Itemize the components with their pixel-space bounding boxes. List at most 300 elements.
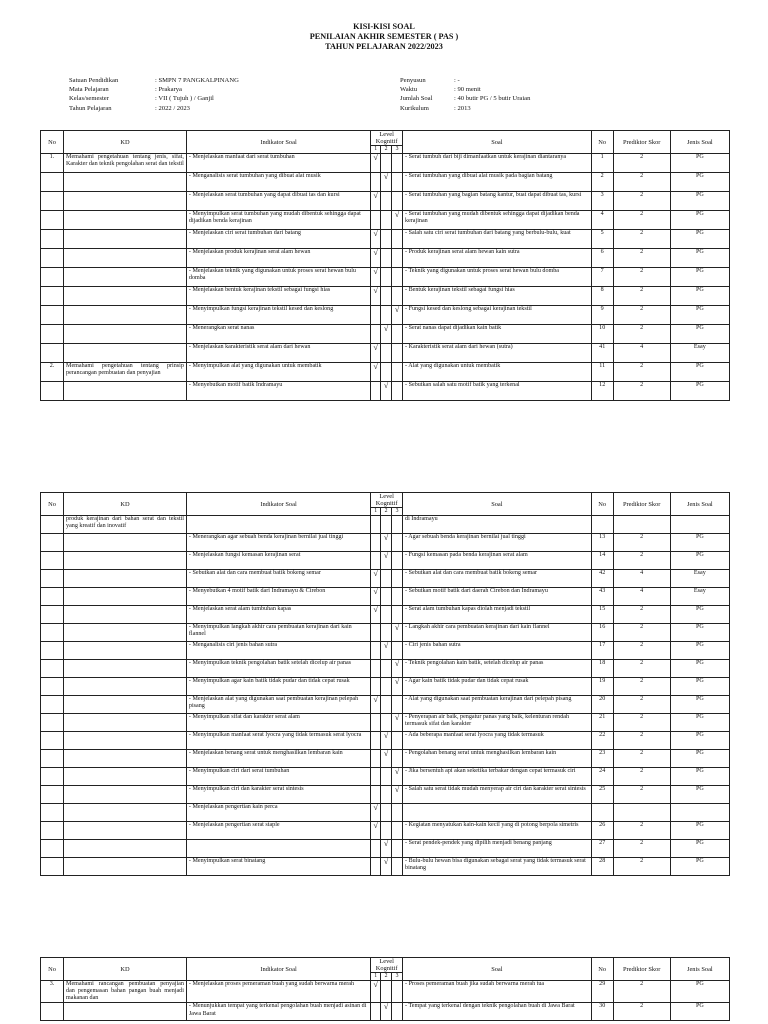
level-3-cell xyxy=(392,768,403,786)
level-1-cell xyxy=(371,750,381,768)
level-2-cell xyxy=(381,363,392,382)
prediktor-skor: 2 xyxy=(613,822,670,840)
level-3-cell xyxy=(392,804,403,822)
soal-text: Sebutkan salah satu motif batik yang terkenal xyxy=(408,382,520,389)
level-1-cell xyxy=(371,363,381,382)
soal-text: Ada beberapa manfaat serat lyocra yang tidak termasuk xyxy=(408,732,544,739)
table-row xyxy=(41,981,730,1003)
level-1-cell xyxy=(371,822,381,840)
meta-label: Satuan Pendidikan xyxy=(69,77,119,84)
row-number xyxy=(41,534,64,552)
kompetensi-dasar: Memahami pengetahuan tentang jenis, sifat, Karakter dan teknik pengolahan serat dan tekstil xyxy=(64,154,187,173)
jenis-soal: PG xyxy=(670,363,729,382)
level-3-cell xyxy=(392,822,403,840)
table-row xyxy=(41,516,730,534)
level-2-cell xyxy=(381,768,392,786)
table-row xyxy=(41,325,730,344)
level-1-cell xyxy=(371,552,381,570)
indikator-text: Menjelaskan pengertian kain perca xyxy=(192,804,278,811)
indikator-text: Menyebutkan motif batik Indramayu xyxy=(192,382,283,389)
level-2-cell xyxy=(381,732,392,750)
jenis-soal: PG xyxy=(670,678,729,696)
check-mark: √ xyxy=(383,857,389,867)
col-level-header: Level Kognitif xyxy=(371,493,403,508)
soal-text: Fungsi kemasan pada benda kerajinan serat alam xyxy=(408,552,528,559)
indikator-cell: - Menyimpulkan alat yang digunakan untuk membatik xyxy=(186,363,370,382)
soal-text: Ciri jenis bahan sutra xyxy=(408,642,461,649)
indikator-cell: - Menyimpulkan serat binatang xyxy=(186,858,370,876)
indikator-cell: - Menyimpulkan fungsi kerajinan tekstil kesed dan keslong xyxy=(186,306,370,325)
kisi-table xyxy=(40,492,730,876)
kompetensi-dasar: produk kerajinan dari bahan serat dan tekstil yang kreatif dan inovatif xyxy=(64,516,187,534)
prediktor-skor: 2 xyxy=(613,642,670,660)
kompetensi-dasar xyxy=(64,696,187,714)
prediktor-skor: 2 xyxy=(613,154,670,173)
jenis-soal: PG xyxy=(670,382,729,401)
level-3-header: 3 xyxy=(392,508,403,516)
indikator-cell: - Menyimpulkan agar kain batik tidak pudar dan tidak cepat rusak xyxy=(186,678,370,696)
level-1-cell xyxy=(371,230,381,249)
col-no-soal-header: No xyxy=(591,131,613,154)
level-2-cell xyxy=(381,750,392,768)
soal-text: Serat tumbuhan yang dibuat alat musik pada bagian batang xyxy=(408,173,553,180)
indikator-cell xyxy=(186,516,370,534)
col-no-soal-header: No xyxy=(591,958,613,981)
meta-right xyxy=(400,76,530,113)
table-row xyxy=(41,173,730,192)
indikator-text: Menjelaskan produk kerajinan serat alam hewan xyxy=(192,249,311,256)
indikator-text: Menjelaskan serat tumbuhan yang dapat dibuat tas dan kursi xyxy=(192,192,340,199)
indikator-text: Menjelaskan serat alam tumbuhan kapas xyxy=(192,606,292,613)
kompetensi-dasar xyxy=(64,732,187,750)
level-2-cell xyxy=(381,660,392,678)
row-number xyxy=(41,732,64,750)
soal-text: Sebutkan alat dan cara membuat batik bokeng semar xyxy=(408,570,538,577)
row-number xyxy=(41,552,64,570)
jenis-soal: PG xyxy=(670,660,729,678)
check-mark: √ xyxy=(394,210,400,220)
level-2-cell xyxy=(381,696,392,714)
table-row xyxy=(41,732,730,750)
prediktor-skor: 4 xyxy=(613,570,670,588)
soal-number: 9 xyxy=(591,306,613,325)
prediktor-skor: 2 xyxy=(613,287,670,306)
col-kd-header: KD xyxy=(64,131,187,154)
soal-cell: - Fungsi kemasan pada benda kerajinan serat alam xyxy=(403,552,592,570)
kompetensi-dasar xyxy=(64,804,187,822)
soal-text: Serat tumbuhan yang bagian batang kantur, buat dapat dibuat tas, kursi xyxy=(408,192,582,199)
col-indikator-header: Indikator Soal xyxy=(186,958,370,981)
level-2-cell xyxy=(381,1003,392,1021)
indikator-text: Menyimpulkan langkah akhir cara pembuatan kerajinan dari kain flannel xyxy=(188,624,352,638)
level-2-cell xyxy=(381,981,392,1003)
kompetensi-dasar xyxy=(64,606,187,624)
indikator-cell: - Menjelaskan pengertian serat staple xyxy=(186,822,370,840)
indikator-text: Menjelaskan pengertian serat staple xyxy=(192,822,280,829)
jenis-soal: PG xyxy=(670,1003,729,1021)
level-2-cell xyxy=(381,382,392,401)
kompetensi-dasar xyxy=(64,642,187,660)
level-1-cell xyxy=(371,154,381,173)
level-2-cell xyxy=(381,642,392,660)
row-number: 2. xyxy=(41,363,64,382)
jenis-soal: PG xyxy=(670,552,729,570)
col-jenis-header: Jenis Soal xyxy=(670,958,729,981)
level-3-cell xyxy=(392,840,403,858)
document-subtitle: PENILAIAN AKHIR SEMESTER ( PAS ) xyxy=(309,32,459,41)
indikator-text: Menyimpulkan sifat dan karakter serat alam xyxy=(192,714,300,721)
level-2-cell xyxy=(381,192,392,211)
col-indikator-header: Indikator Soal xyxy=(186,493,370,516)
table-body xyxy=(41,981,730,1021)
kompetensi-dasar xyxy=(64,786,187,804)
jenis-soal: PG xyxy=(670,534,729,552)
soal-cell: - Fungsi kesed dan keslong sebagai kerajinan tekstil xyxy=(403,306,592,325)
meta-label: Tahun Pelajaran xyxy=(69,104,112,112)
col-jenis-header: Jenis Soal xyxy=(670,493,729,516)
jenis-soal: PG xyxy=(670,732,729,750)
level-3-cell xyxy=(392,173,403,192)
soal-cell: - Sebutkan salah satu motif batik yang terkenal xyxy=(403,382,592,401)
level-1-cell xyxy=(371,786,381,804)
prediktor-skor: 2 xyxy=(613,678,670,696)
col-skor-header: Prediktor Skor xyxy=(613,958,670,981)
indikator-cell: - Menjelaskan ciri serat tumbuhan dari batang xyxy=(186,230,370,249)
prediktor-skor: 2 xyxy=(613,660,670,678)
soal-number: 14 xyxy=(591,552,613,570)
row-number xyxy=(41,1003,64,1021)
level-2-cell xyxy=(381,606,392,624)
level-2-cell xyxy=(381,516,392,534)
jenis-soal: PG xyxy=(670,287,729,306)
level-1-cell xyxy=(371,804,381,822)
table-header xyxy=(41,131,730,154)
check-mark: √ xyxy=(373,605,378,615)
level-2-cell xyxy=(381,154,392,173)
level-3-cell xyxy=(392,858,403,876)
jenis-soal: PG xyxy=(670,211,729,230)
indikator-cell: - Menyebutkan motif batik Indramayu xyxy=(186,382,370,401)
jenis-soal: PG xyxy=(670,840,729,858)
prediktor-skor: 2 xyxy=(613,249,670,268)
soal-cell: - Ada beberapa manfaat serat lyocra yang tidak termasuk xyxy=(403,732,592,750)
level-1-cell xyxy=(371,192,381,211)
prediktor-skor: 2 xyxy=(613,858,670,876)
indikator-text: Menyimpulkan serat tumbuhan yang mudah dibentuk sehingga dapat dijadikan benda kerajinan xyxy=(188,211,361,225)
col-level-header: Level Kognitif xyxy=(371,131,403,146)
check-mark: √ xyxy=(373,821,378,831)
soal-cell: - Penyerapan air baik, pengatur panas yang baik, kelenturan rendah termasuk sifat dan karakter xyxy=(403,714,592,732)
level-1-cell xyxy=(371,1003,381,1021)
indikator-text: Menjelaskan fungsi kemasan kerajinan serat xyxy=(192,552,301,559)
level-1-cell xyxy=(371,306,381,325)
jenis-soal: Esay xyxy=(670,570,729,588)
level-2-cell xyxy=(381,804,392,822)
table-row xyxy=(41,714,730,732)
col-kd-header: KD xyxy=(64,958,187,981)
col-no-header: No xyxy=(41,958,64,981)
col-skor-header: Prediktor Skor xyxy=(613,493,670,516)
level-1-cell xyxy=(371,642,381,660)
check-mark: √ xyxy=(373,267,378,277)
level-1-cell xyxy=(371,678,381,696)
row-number xyxy=(41,696,64,714)
soal-text: Kegiatan menyatukan kain-kain kecil yang di potong berpola simetris xyxy=(408,822,579,829)
level-1-cell xyxy=(371,732,381,750)
level-2-cell xyxy=(381,325,392,344)
level-3-cell xyxy=(392,606,403,624)
check-mark: √ xyxy=(394,677,400,687)
meta-value: : 90 menit xyxy=(454,86,481,94)
level-3-cell xyxy=(392,642,403,660)
soal-number: 27 xyxy=(591,840,613,858)
document-title: KISI-KISI SOAL xyxy=(353,22,415,31)
meta-label: Kurikulum xyxy=(400,104,429,112)
soal-text: Alat yang digunakan saat pembuatan kerajinan dari pelepah pisang xyxy=(408,696,572,703)
soal-cell: - Bulu-bulu hewan bisa digunakan sebagai serat yang tidak termasuk serat binatang xyxy=(403,858,592,876)
level-2-header: 2 xyxy=(381,508,392,516)
jenis-soal: PG xyxy=(670,192,729,211)
level-1-cell xyxy=(371,325,381,344)
soal-number xyxy=(591,804,613,822)
check-mark: √ xyxy=(383,641,389,651)
table-row xyxy=(41,804,730,822)
soal-text: Langkah akhir cara pembuatan kerajinan dari kain flannel xyxy=(408,624,550,631)
check-mark: √ xyxy=(394,713,400,723)
soal-number: 1 xyxy=(591,154,613,173)
table-body xyxy=(41,516,730,876)
indikator-cell: - Menjelaskan produk kerajinan serat alam hewan xyxy=(186,249,370,268)
kompetensi-dasar xyxy=(64,750,187,768)
prediktor-skor: 2 xyxy=(613,696,670,714)
indikator-cell: - Menjelaskan benang serat untuk menghasilkan lembaran kain xyxy=(186,750,370,768)
meta-left xyxy=(69,76,239,113)
check-mark: √ xyxy=(373,695,378,705)
level-2-cell xyxy=(381,287,392,306)
level-3-cell xyxy=(392,660,403,678)
soal-number: 6 xyxy=(591,249,613,268)
level-3-cell xyxy=(392,230,403,249)
kompetensi-dasar xyxy=(64,249,187,268)
soal-number: 42 xyxy=(591,570,613,588)
check-mark: √ xyxy=(394,785,400,795)
table-section-2 xyxy=(40,492,730,888)
soal-text: Bulu-bulu hewan bisa digunakan sebagai serat yang tidak termasuk serat binatang xyxy=(405,858,586,872)
soal-cell: - Serat nanas dapat dijadikan kain batik xyxy=(403,325,592,344)
soal-cell: - Serat alam tumbuhan kapas diolah menjadi tekstil xyxy=(403,606,592,624)
soal-text: Proses pemeraman buah jika sudah berwarna merah tua xyxy=(408,981,545,988)
table-header xyxy=(41,958,730,981)
indikator-text: Menganalisis serat tumbuhan yang dibuat alat musik xyxy=(192,173,321,180)
level-1-cell xyxy=(371,696,381,714)
soal-number: 22 xyxy=(591,732,613,750)
kompetensi-dasar xyxy=(64,306,187,325)
kompetensi-dasar: Memahami pengetahuan tentang prinsip perancangan pembuatan dan penyajian xyxy=(64,363,187,382)
table-row xyxy=(41,588,730,606)
indikator-text: Sebutkan alat dan cara membuat batik bokeng semar xyxy=(192,570,321,577)
check-mark: √ xyxy=(383,749,389,759)
table-row xyxy=(41,230,730,249)
kompetensi-dasar xyxy=(64,714,187,732)
row-number xyxy=(41,840,64,858)
jenis-soal: Esay xyxy=(670,588,729,606)
table-row xyxy=(41,696,730,714)
table-section-3 xyxy=(40,957,730,1024)
level-3-cell xyxy=(392,249,403,268)
indikator-cell: - Menjelaskan serat alam tumbuhan kapas xyxy=(186,606,370,624)
soal-number: 41 xyxy=(591,344,613,363)
soal-cell: - Langkah akhir cara pembuatan kerajinan dari kain flannel xyxy=(403,624,592,642)
soal-number: 11 xyxy=(591,363,613,382)
indikator-cell: - Menganalisis ciri jenis bahan sutra xyxy=(186,642,370,660)
prediktor-skor: 2 xyxy=(613,173,670,192)
soal-number: 29 xyxy=(591,981,613,1003)
table-row xyxy=(41,552,730,570)
soal-number: 3 xyxy=(591,192,613,211)
row-number xyxy=(41,660,64,678)
prediktor-skor: 2 xyxy=(613,192,670,211)
col-no-soal-header: No xyxy=(591,493,613,516)
meta-value: : SMPN 7 PANGKALPINANG xyxy=(155,77,239,84)
soal-text: Sebutkan motif batik dari daerah Cirebon dan Indramayu xyxy=(408,588,548,595)
kompetensi-dasar xyxy=(64,678,187,696)
indikator-cell: - Menunjukkan tempat yang terkenal pengolahan buah menjadi asinan di Jawa Barat xyxy=(186,1003,370,1021)
kompetensi-dasar xyxy=(64,624,187,642)
row-number xyxy=(41,382,64,401)
prediktor-skor: 2 xyxy=(613,840,670,858)
jenis-soal: PG xyxy=(670,642,729,660)
col-soal-header: Soal xyxy=(403,131,592,154)
indikator-cell: - Menjelaskan pengertian kain perca xyxy=(186,804,370,822)
kompetensi-dasar xyxy=(64,382,187,401)
level-3-cell xyxy=(392,211,403,230)
level-3-cell xyxy=(392,552,403,570)
col-jenis-header: Jenis Soal xyxy=(670,131,729,154)
prediktor-skor: 2 xyxy=(613,306,670,325)
check-mark: √ xyxy=(394,623,400,633)
soal-cell: - Teknik yang digunakan untuk proses serat hewan bulu domba xyxy=(403,268,592,287)
col-soal-header: Soal xyxy=(403,958,592,981)
row-number xyxy=(41,325,64,344)
soal-number: 43 xyxy=(591,588,613,606)
indikator-cell: - Menyimpulkan teknik pengolahan batik setelah dicelup air panas xyxy=(186,660,370,678)
soal-number: 7 xyxy=(591,268,613,287)
indikator-cell: - Menganalisis serat tumbuhan yang dibuat alat musik xyxy=(186,173,370,192)
document-header xyxy=(0,22,768,52)
soal-number: 8 xyxy=(591,287,613,306)
kompetensi-dasar xyxy=(64,822,187,840)
jenis-soal xyxy=(670,804,729,822)
row-number xyxy=(41,858,64,876)
table-row xyxy=(41,750,730,768)
level-3-cell xyxy=(392,714,403,732)
soal-number: 21 xyxy=(591,714,613,732)
prediktor-skor: 2 xyxy=(613,1003,670,1021)
table-section-1 xyxy=(40,130,730,423)
level-3-cell xyxy=(392,678,403,696)
prediktor-skor: 2 xyxy=(613,268,670,287)
level-3-cell xyxy=(392,363,403,382)
row-number xyxy=(41,192,64,211)
check-mark: √ xyxy=(383,1002,389,1012)
indikator-cell: - Menjelaskan proses pemeraman buah yang sudah berwarna merah xyxy=(186,981,370,1003)
level-3-cell xyxy=(392,570,403,588)
row-number xyxy=(41,678,64,696)
table-row xyxy=(41,822,730,840)
level-2-header: 2 xyxy=(381,973,392,981)
check-mark: √ xyxy=(373,191,378,201)
level-1-header: 1 xyxy=(371,508,381,516)
level-3-cell xyxy=(392,154,403,173)
level-2-cell xyxy=(381,268,392,287)
table-row xyxy=(41,306,730,325)
soal-cell: - Jika bersentuh api akan seketika terbakar dengan cepat termasuk ciri xyxy=(403,768,592,786)
soal-text: Serat nanas dapat dijadikan kain batik xyxy=(408,325,502,332)
level-2-cell xyxy=(381,211,392,230)
prediktor-skor xyxy=(613,516,670,534)
level-3-cell xyxy=(392,588,403,606)
kompetensi-dasar xyxy=(64,570,187,588)
indikator-cell: - Menjelaskan alat yang digunakan saat pembuatan kerajinan pelepah pisang xyxy=(186,696,370,714)
indikator-cell: - Menyebutkan 4 motif batik dari Indramayu & Cirebon xyxy=(186,588,370,606)
prediktor-skor: 2 xyxy=(613,981,670,1003)
kompetensi-dasar xyxy=(64,192,187,211)
level-1-cell xyxy=(371,768,381,786)
level-2-cell xyxy=(381,714,392,732)
kompetensi-dasar xyxy=(64,768,187,786)
jenis-soal: PG xyxy=(670,981,729,1003)
table-row xyxy=(41,211,730,230)
col-no-header: No xyxy=(41,131,64,154)
table-row xyxy=(41,570,730,588)
check-mark: √ xyxy=(383,839,389,849)
table-row xyxy=(41,678,730,696)
soal-number: 20 xyxy=(591,696,613,714)
level-3-cell xyxy=(392,325,403,344)
check-mark: √ xyxy=(373,229,378,239)
level-2-cell xyxy=(381,840,392,858)
prediktor-skor: 2 xyxy=(613,768,670,786)
level-1-cell xyxy=(371,981,381,1003)
soal-number: 25 xyxy=(591,786,613,804)
level-3-cell xyxy=(392,696,403,714)
indikator-cell: - Menjelaskan karakteristik serat alam dari hewan xyxy=(186,344,370,363)
level-1-cell xyxy=(371,534,381,552)
soal-text: Teknik yang digunakan untuk proses serat hewan bulu domba xyxy=(408,268,560,275)
row-number xyxy=(41,516,64,534)
soal-text: Agar kain batik tidak pudar dan tidak cepat rusak xyxy=(408,678,529,685)
jenis-soal: PG xyxy=(670,606,729,624)
level-3-cell xyxy=(392,534,403,552)
level-2-cell xyxy=(381,588,392,606)
level-3-cell xyxy=(392,750,403,768)
soal-number: 4 xyxy=(591,211,613,230)
soal-cell: - Ciri jenis bahan sutra xyxy=(403,642,592,660)
soal-cell: - Salah satu ciri serat tumbuhan dari batang yang berbulu-bulu, kuat xyxy=(403,230,592,249)
soal-number: 13 xyxy=(591,534,613,552)
soal-text: Penyerapan air baik, pengatur panas yang baik, kelenturan rendah termasuk sifat dan karakter xyxy=(405,714,569,728)
indikator-cell: - Menyimpulkan ciri dari serat tumbuhan xyxy=(186,768,370,786)
meta-value: : Prakarya xyxy=(155,86,182,94)
level-2-cell xyxy=(381,344,392,363)
level-3-cell xyxy=(392,1003,403,1021)
row-number xyxy=(41,249,64,268)
col-soal-header: Soal xyxy=(403,493,592,516)
level-3-cell xyxy=(392,344,403,363)
table-row xyxy=(41,858,730,876)
check-mark: √ xyxy=(383,533,389,543)
row-number xyxy=(41,804,64,822)
